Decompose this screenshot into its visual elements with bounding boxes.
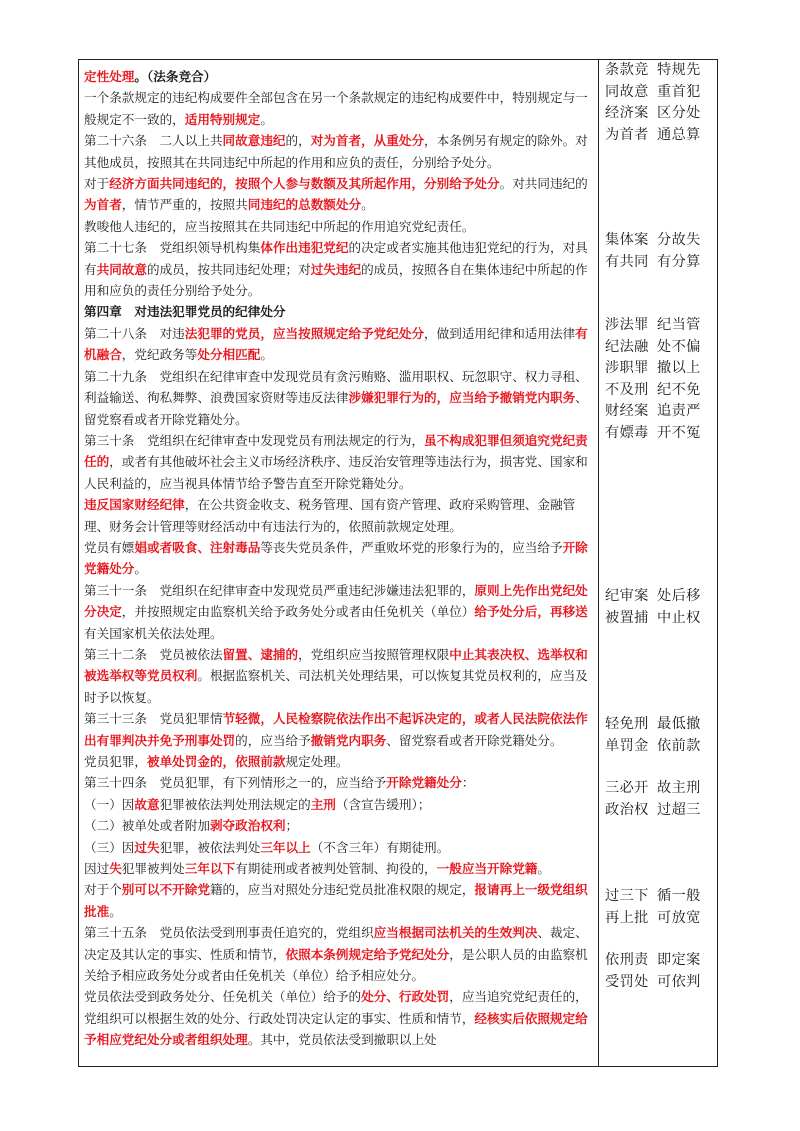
body-text: 。其中，党员依法受到撤职以上处 bbox=[247, 1032, 437, 1048]
highlighted-text: 给予处分后，再移送 bbox=[474, 604, 588, 620]
highlighted-text: 失 bbox=[109, 861, 122, 877]
body-text: ，做到适用纪律和适用法律 bbox=[424, 325, 576, 341]
body-text: 、留党察看或者开除党籍处分。 bbox=[84, 390, 588, 427]
highlighted-text: 同故意违纪 bbox=[222, 133, 286, 149]
highlighted-text: 为首者 bbox=[84, 197, 122, 213]
regulation-paragraph bbox=[84, 366, 594, 430]
mnemonic-keyword: 条款竞 bbox=[605, 62, 649, 78]
mnemonic-keyword: 过超三 bbox=[657, 801, 701, 818]
mnemonic-keyword: 循一般 bbox=[657, 888, 701, 904]
regulation-paragraph bbox=[84, 751, 594, 772]
highlighted-text: 开除党籍处分 bbox=[386, 775, 462, 791]
body-text: 、裁定、决定及其认定的事实、性质和情节， bbox=[84, 925, 588, 962]
body-text: ： bbox=[461, 775, 475, 791]
body-text: （三）因 bbox=[84, 839, 135, 855]
body-text: ，是公职人员的由监察机关给予相应政务处分或者由任免机关（单位）给予相应处分。 bbox=[84, 946, 588, 984]
mnemonic-keyword: 可依判 bbox=[657, 973, 701, 990]
body-text: 。 bbox=[260, 111, 273, 127]
body-text: 第四章 对违法犯罪党员的纪律处分 bbox=[84, 304, 286, 320]
body-text: 。 bbox=[260, 347, 273, 363]
mnemonic-keyword: 财经案 bbox=[605, 403, 649, 419]
body-text: 第三十二条 党员被依法 bbox=[84, 646, 223, 662]
body-text: 等丧失党员条件，严重败坏党的形象行为的，应当给予 bbox=[260, 539, 563, 555]
mnemonic-keyword: 即定案 bbox=[657, 952, 701, 968]
mnemonic-keyword: 开不冤 bbox=[657, 424, 701, 441]
regulation-paragraph bbox=[84, 815, 594, 836]
highlighted-text: 体作出违犯党纪 bbox=[260, 240, 349, 256]
body-text: 。根据监察机关、司法机关处理结果，可以恢复其党员权利的，应当及时予以恢复。 bbox=[84, 668, 588, 705]
mnemonic-keyword: 受罚处 bbox=[605, 973, 649, 990]
body-text: ； bbox=[285, 818, 299, 834]
body-text: ，党组织应当按照管理权限 bbox=[298, 646, 450, 662]
body-text: 有期徒刑或者被判处管制、拘役的， bbox=[235, 861, 437, 877]
mnemonic-keyword: 纪法融 bbox=[605, 338, 649, 355]
body-text: 犯罪被判处 bbox=[121, 861, 185, 877]
highlighted-text: 中止其表决权、选举权和被选举权等党员权利 bbox=[84, 646, 588, 684]
mnemonic-keyword: 追责严 bbox=[657, 403, 701, 419]
highlighted-text: 定性处理 bbox=[84, 69, 135, 84]
highlighted-text: 别可以不开除党 bbox=[121, 882, 210, 898]
body-text: 。（法条竞合） bbox=[134, 69, 217, 84]
body-text: 。对共同违纪的 bbox=[499, 176, 588, 192]
mnemonic-keyword-group bbox=[605, 714, 717, 757]
regulation-paragraph bbox=[84, 430, 594, 494]
highlighted-text: 报请再上一级党组织批准 bbox=[84, 882, 588, 919]
body-text: 犯罪，被依法判处 bbox=[159, 839, 261, 855]
regulation-paragraph bbox=[84, 794, 594, 815]
body-text: 党员有嫖 bbox=[84, 539, 135, 555]
mnemonic-keyword-group bbox=[605, 315, 717, 444]
highlighted-text: 节轻微，人民检察院依法作出不起诉决定的，或者人民法院依法作出有罪判决并免予刑事处罚 bbox=[84, 711, 588, 748]
mnemonic-keyword: 经济案 bbox=[605, 105, 649, 121]
mnemonic-keyword: 中止权 bbox=[657, 609, 701, 626]
body-text: 第三十条 党组织在纪律审查中发现党员有刑法规定的行为， bbox=[84, 432, 425, 448]
regulation-paragraph bbox=[84, 87, 594, 130]
mnemonic-keyword-group bbox=[605, 586, 717, 629]
mnemonic-keyword: 撤以上 bbox=[657, 360, 701, 376]
mnemonic-keyword: 过三下 bbox=[605, 888, 649, 904]
body-text: 第二十七条 党组织领导机构集 bbox=[84, 240, 261, 256]
mnemonic-keyword: 单罚金 bbox=[605, 737, 649, 754]
mnemonic-keyword: 依前款 bbox=[657, 737, 701, 754]
highlighted-text: 应当根据司法机关的生效判决 bbox=[373, 925, 538, 941]
mnemonic-keyword: 集体案 bbox=[605, 232, 649, 248]
highlighted-text: 过失违纪 bbox=[310, 261, 362, 277]
regulation-paragraph bbox=[84, 323, 594, 366]
mnemonic-keyword: 特规先 bbox=[657, 62, 701, 78]
body-text: 。 bbox=[361, 197, 374, 213]
mnemonic-keyword: 三必开 bbox=[605, 780, 649, 796]
mnemonic-keyword: 政治权 bbox=[605, 801, 649, 818]
mnemonic-keyword: 有分算 bbox=[657, 253, 701, 270]
body-text: ，在公共资金收支、税务管理、国有资产管理、政府采购管理、金融管理、财务会计管理等财经活动中有违法行为的，依照前款规定处理。 bbox=[84, 497, 576, 534]
body-text: ，情节严重的，按照共 bbox=[121, 197, 248, 213]
body-text: 因过 bbox=[84, 861, 110, 877]
regulation-paragraph bbox=[84, 494, 594, 537]
body-text: 犯罪被依法判处刑法规定的 bbox=[159, 796, 311, 812]
highlighted-text: 三年以上 bbox=[260, 839, 311, 855]
body-text: 。 bbox=[537, 861, 550, 877]
body-text: 的， bbox=[285, 133, 311, 149]
highlighted-text: 共同故意 bbox=[96, 261, 147, 277]
body-text: 第三十五条 党员依法受到刑事责任追究的，党组织 bbox=[84, 925, 374, 941]
mnemonic-keyword: 涉职罪 bbox=[605, 360, 649, 376]
regulation-paragraph bbox=[84, 66, 594, 87]
mnemonic-keyword: 纪当管 bbox=[657, 317, 701, 333]
mnemonic-keyword: 被置捕 bbox=[605, 609, 649, 626]
highlighted-text: 一般应当开除党籍 bbox=[436, 861, 538, 877]
body-text: 第二十六条 二人以上共 bbox=[84, 133, 223, 149]
body-text: 一个条款规定的违纪构成要件全部包含在另一个条款规定的违纪构成要件中，特别规定与一般规定不一致的， bbox=[84, 90, 588, 127]
regulation-paragraph bbox=[84, 986, 594, 1050]
body-text: 第三十四条 党员犯罪，有下列情形之一的，应当给予 bbox=[84, 775, 387, 791]
highlighted-text: 经核实后依照规定给予相应党纪处分或者组织处理 bbox=[84, 1010, 588, 1048]
body-text: 籍的，应当对照处分违纪党员批准权限的规定， bbox=[209, 882, 475, 898]
body-text: 规定处理。 bbox=[285, 754, 349, 769]
mnemonic-keyword: 纪不免 bbox=[657, 381, 701, 398]
body-text: （不含三年）有期徒刑。 bbox=[310, 839, 450, 855]
body-text: 对于 bbox=[84, 176, 110, 192]
regulation-paragraph bbox=[84, 644, 594, 708]
highlighted-text: 剥夺政治权利 bbox=[209, 818, 286, 834]
body-text: ，应当追究党纪责任的，党组织可以根据生效的处分、行政处罚决定认定的事实、性质和情节， bbox=[84, 989, 588, 1026]
body-text: 第三十一条 党组织在纪律审查中发现党员严重违纪涉嫌违法犯罪的， bbox=[84, 582, 475, 598]
mnemonic-keyword: 处不偏 bbox=[657, 338, 701, 355]
body-text: 。 bbox=[134, 561, 147, 577]
body-text: （含宣告缓刑）； bbox=[335, 796, 431, 812]
regulation-paragraph bbox=[84, 301, 594, 322]
mnemonic-keyword-group bbox=[605, 230, 717, 273]
mnemonic-keyword: 故主刑 bbox=[657, 780, 701, 796]
body-text: 党员依法受到政务处分、任免机关（单位）给予的 bbox=[84, 989, 362, 1005]
regulation-paragraph bbox=[84, 173, 594, 216]
mnemonic-keyword-group bbox=[605, 778, 717, 821]
highlighted-text: 故意 bbox=[134, 796, 160, 812]
highlighted-text: 主刑 bbox=[310, 796, 336, 812]
highlighted-text: 被单处罚金的，依照前款 bbox=[146, 754, 286, 769]
mnemonic-keyword-group bbox=[605, 886, 717, 929]
mnemonic-keyword-group bbox=[605, 60, 717, 146]
body-text: 第二十八条 对违 bbox=[84, 325, 185, 341]
mnemonic-keyword: 同故意 bbox=[605, 83, 649, 100]
regulation-text-column bbox=[84, 66, 594, 1051]
body-text: ，党纪政务等 bbox=[121, 347, 198, 363]
body-text: 的成员，按照各自在集体违纪中所起的作用和应负的责任分别给予处分。 bbox=[84, 261, 588, 299]
mnemonic-keyword: 有共同 bbox=[605, 253, 649, 270]
regulation-paragraph bbox=[84, 837, 594, 858]
body-text: 教唆他人违纪的，应当按照其在共同违纪中所起的作用追究党纪责任。 bbox=[84, 218, 475, 234]
body-text: ，本条例另有规定的除外。对其他成员，按照其在共同违纪中所起的作用和应负的责任，分别给予处分。 bbox=[84, 133, 588, 170]
mnemonic-keyword: 通总算 bbox=[657, 126, 701, 143]
regulation-paragraph bbox=[84, 130, 594, 173]
mnemonic-keyword: 可放宽 bbox=[657, 909, 701, 926]
regulation-paragraph bbox=[84, 922, 594, 986]
body-text: 的成员，按共同违纪处理；对 bbox=[146, 261, 311, 277]
regulation-paragraph bbox=[84, 580, 594, 644]
body-text: 党员犯罪， bbox=[84, 754, 147, 769]
highlighted-text: 开除党籍处分 bbox=[84, 539, 588, 577]
mnemonic-keyword-group bbox=[605, 950, 717, 993]
highlighted-text: 虽不构成犯罪但须追究党纪责任的 bbox=[84, 432, 588, 470]
highlighted-text: 原则上先作出党纪处分决定 bbox=[84, 582, 588, 620]
regulation-table bbox=[78, 59, 718, 1067]
mnemonic-keyword: 重首犯 bbox=[657, 83, 701, 100]
highlighted-text: 过失 bbox=[134, 839, 160, 855]
highlighted-text: 处分相匹配 bbox=[197, 347, 261, 363]
column-divider bbox=[598, 60, 599, 1066]
body-text: ，或者有其他破坏社会主义市场经济秩序、违反治安管理等违法行为，损害党、国家和人民利益的，应当视具体情节给予警告直至开除党籍处分。 bbox=[84, 454, 588, 491]
mnemonic-keyword: 轻免刑 bbox=[605, 716, 649, 732]
highlighted-text: 有机融合 bbox=[84, 325, 588, 363]
mnemonic-keyword: 处后移 bbox=[657, 588, 701, 604]
highlighted-text: 三年以下 bbox=[184, 861, 236, 877]
highlighted-text: 经济方面共同违纪的，按照个人参与数额及其所起作用，分别给予处分 bbox=[109, 176, 500, 192]
highlighted-text: 涉嫌犯罪行为的，应当给予撤销党内职务 bbox=[348, 390, 576, 406]
mnemonic-keyword: 为首者 bbox=[605, 126, 649, 143]
mnemonic-keyword: 纪审案 bbox=[605, 588, 649, 604]
mnemonic-keyword: 区分处 bbox=[657, 105, 701, 121]
body-text: 、留党察看或者开除党籍处分。 bbox=[386, 732, 563, 748]
highlighted-text: 法犯罪的党员，应当按照规定给予党纪处分 bbox=[184, 325, 425, 341]
body-text: 的决定或者实施其他违犯党纪的行为，对具有 bbox=[84, 240, 588, 277]
regulation-paragraph bbox=[84, 879, 594, 922]
highlighted-text: 同违纪的总数额处分 bbox=[247, 197, 362, 213]
mnemonic-keyword: 涉法罪 bbox=[605, 317, 649, 333]
highlighted-text: 撤销党内职务 bbox=[310, 732, 387, 748]
body-text: 有关国家机关依法处理。 bbox=[84, 625, 223, 641]
mnemonic-keyword: 最低撤 bbox=[657, 716, 701, 732]
mnemonic-keyword: 有嫖毒 bbox=[605, 424, 649, 441]
regulation-paragraph bbox=[84, 537, 594, 580]
highlighted-text: 处分、行政处罚 bbox=[361, 989, 450, 1005]
highlighted-text: 依照本条例规定给予党纪处分 bbox=[285, 946, 450, 962]
mnemonic-keyword: 依刑责 bbox=[605, 952, 649, 968]
body-text: ，并按照规定由监察机关给予政务处分或者由任免机关（单位） bbox=[121, 604, 475, 620]
regulation-paragraph bbox=[84, 858, 594, 879]
highlighted-text: 适用特别规定 bbox=[184, 111, 261, 127]
mnemonic-keyword: 分故失 bbox=[657, 232, 701, 248]
regulation-paragraph bbox=[84, 237, 594, 301]
regulation-paragraph bbox=[84, 772, 594, 793]
body-text: （二）被单处或者附加 bbox=[84, 818, 210, 834]
highlighted-text: 娼或者吸食、注射毒品 bbox=[134, 539, 261, 555]
mnemonic-keyword: 不及刑 bbox=[605, 381, 649, 398]
body-text: 对于个 bbox=[84, 882, 122, 898]
body-text: 第三十三条 党员犯罪情 bbox=[84, 711, 223, 727]
regulation-paragraph bbox=[84, 708, 594, 751]
body-text: 第二十九条 党组织在纪律审查中发现党员有贪污贿赂、滥用职权、玩忽职守、权力寻租、利益输送、徇私舞弊、浪费国家资财等违反法律 bbox=[84, 368, 588, 406]
body-text: 的，应当给予 bbox=[235, 732, 311, 748]
highlighted-text: 对为首者，从重处分 bbox=[310, 133, 425, 149]
mnemonic-keyword: 再上批 bbox=[605, 909, 649, 926]
body-text: （一）因 bbox=[84, 796, 135, 812]
highlighted-text: 留置、逮捕的 bbox=[222, 646, 299, 662]
highlighted-text: 违反国家财经纪律 bbox=[84, 497, 185, 513]
regulation-paragraph bbox=[84, 216, 594, 237]
body-text: 。 bbox=[109, 903, 122, 919]
